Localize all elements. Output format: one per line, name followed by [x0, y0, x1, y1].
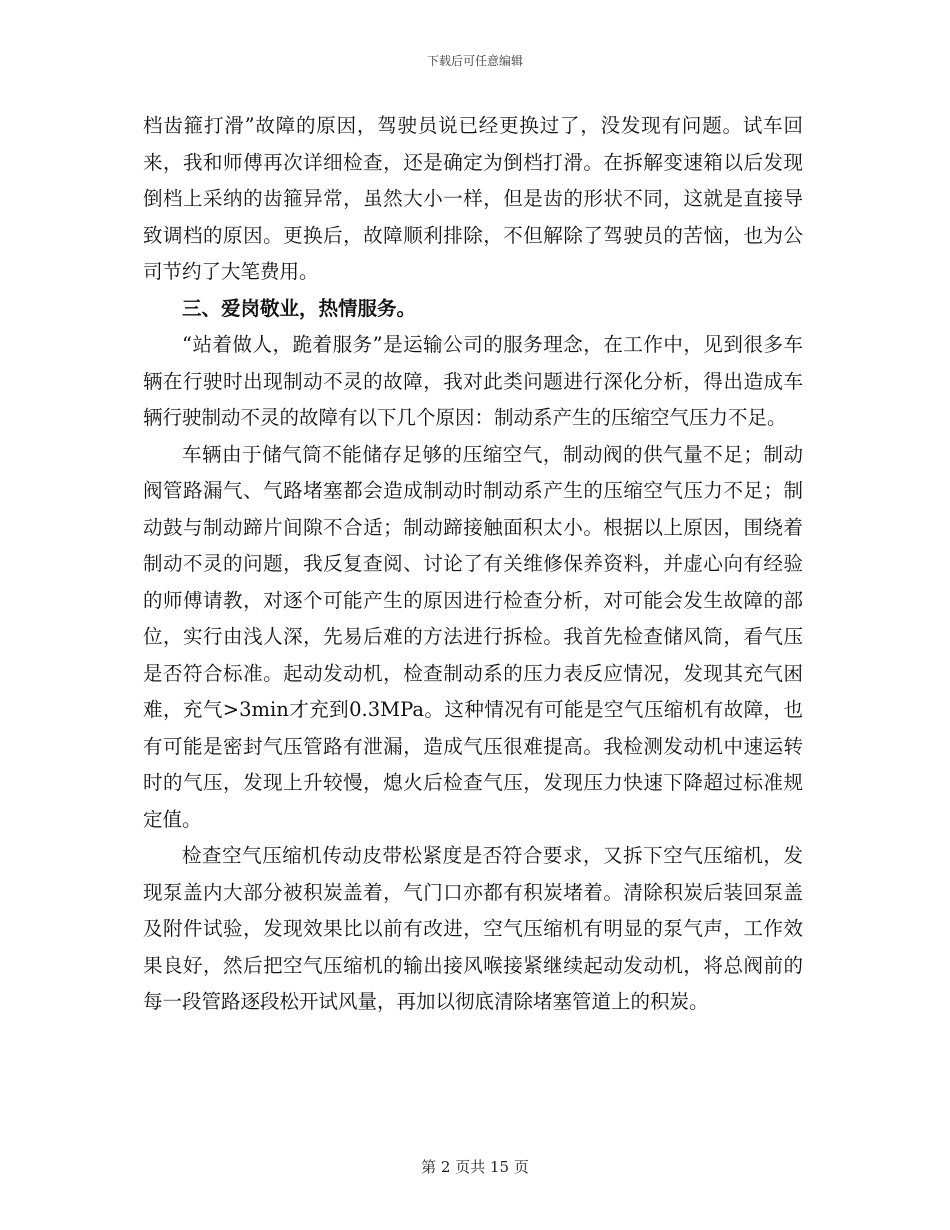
page-number: 第 2 页共 15 页	[421, 1158, 529, 1176]
section-heading: 三、爱岗敬业，热情服务。	[182, 296, 417, 320]
paragraph-continuation: 档齿箍打滑”故障的原因，驾驶员说已经更换过了，没发现有问题。试车回来，我和师傅再次详细检查，还是确定为倒档打滑。在拆解变速箱以后发现倒档上采纳的齿箍异常，虽然大小一样，但是齿的形状不同，这就是直接导致调档的原因。更换后，故障顺利排除，不但解除了驾驶员的苦恼，也为公司节约了大笔费用。	[143, 114, 803, 283]
paragraph: 车辆由于储气筒不能储存足够的压缩空气，制动阀的供气量不足；制动阀管路漏气、气路堵塞都会造成制动时制动系产生的压缩空气压力不足；制动鼓与制动蹄片间隙不合适；制动蹄接触面积太小。根据以上原因，围绕着制动不灵的问题，我反复查阅、讨论了有关维修保养资料，并虚心向有经验的师傅请教，对逐个可能产生的原因进行检查分析，对可能会发生故障的部位，实行由浅人深，先易后难的方法进行拆检。我首先检查储风筒，看气压是否符合标准。起动发动机，检查制动系的压力表反应情况，发现其充气困难，充气>3min才充到0.3MPa。这种情况有可能是空气压缩机有故障，也有可能是密封气压管路有泄漏，造成气压很难提高。我检测发动机中速运转时的气压，发现上升较慢，熄火后检查气压，发现压力快速下降超过标准规定值。	[143, 442, 803, 831]
page-header: 下载后可任意编辑	[426, 54, 523, 68]
document-body	[143, 108, 803, 1021]
paragraph: 检查空气压缩机传动皮带松紧度是否符合要求，又拆下空气压缩机，发现泵盖内大部分被积炭盖着，气门口亦都有积炭堵着。清除积炭后装回泵盖及附件试验，发现效果比以前有改进，空气压缩机有明显的泵气声，工作效果良好，然后把空气压缩机的输出接风喉接紧继续起动发动机，将总阀前的每一段管路逐段松开试风量，再加以彻底清除堵塞管道上的积炭。	[143, 844, 803, 1013]
paragraph: “站着做人，跪着服务”是运输公司的服务理念，在工作中，见到很多车辆在行驶时出现制动不灵的故障，我对此类问题进行深化分析，得出造成车辆行驶制动不灵的故障有以下几个原因：制动系产生的压缩空气压力不足。	[143, 333, 803, 429]
